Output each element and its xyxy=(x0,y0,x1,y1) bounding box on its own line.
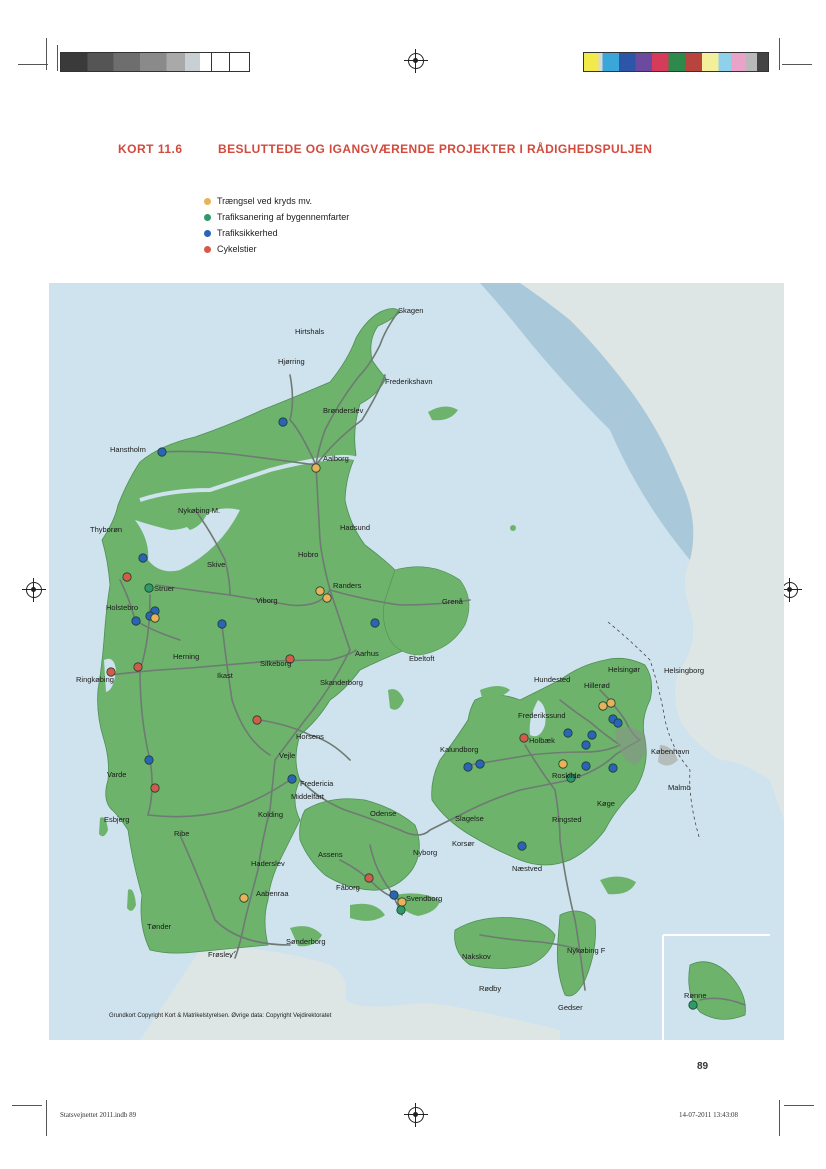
project-dot-safety xyxy=(588,731,596,739)
project-dot-traffic-calming xyxy=(397,906,405,914)
legend-label: Cykelstier xyxy=(217,244,257,254)
place-label: Ribe xyxy=(174,829,190,838)
place-label: Vejle xyxy=(279,751,296,760)
place-label: Haderslev xyxy=(251,859,285,868)
place-label: Sønderborg xyxy=(286,937,326,946)
project-dot-congestion xyxy=(559,760,567,768)
project-dot-congestion xyxy=(599,702,607,710)
footer-timestamp: 14-07-2011 13:43:08 xyxy=(679,1111,739,1119)
place-label: Rønne xyxy=(684,991,707,1000)
place-label: Hillerød xyxy=(584,681,610,690)
project-dot-safety xyxy=(158,448,166,456)
place-label: Nykøbing F xyxy=(567,946,606,955)
place-label: Roskilde xyxy=(552,771,581,780)
place-label: Herning xyxy=(173,652,200,661)
project-dot-safety xyxy=(582,741,590,749)
crop-mark xyxy=(46,1100,47,1136)
project-dot-safety xyxy=(476,760,484,768)
place-label: Fåborg xyxy=(336,883,360,892)
project-dot-safety xyxy=(288,775,296,783)
project-dot-cycle-path xyxy=(134,663,142,671)
project-dot-safety xyxy=(464,763,472,771)
place-label: Varde xyxy=(107,770,127,779)
place-label: Ikast xyxy=(217,671,233,680)
place-label: Hirtshals xyxy=(295,327,325,336)
place-label: Frøslev xyxy=(208,950,233,959)
place-label: Silkeborg xyxy=(260,659,292,668)
project-dot-cycle-path xyxy=(123,573,131,581)
project-dot-congestion xyxy=(607,699,615,707)
place-label: Hundested xyxy=(534,675,571,684)
crop-mark xyxy=(12,1105,42,1106)
place-label: Helsingør xyxy=(608,665,641,674)
crop-mark xyxy=(784,1105,814,1106)
project-dot-congestion xyxy=(312,464,320,472)
place-label: Gedser xyxy=(558,1003,583,1012)
registration-mark-icon xyxy=(26,582,42,598)
place-label: Nyborg xyxy=(413,848,438,857)
footer-file-info: Statsvejnettet 2011.indb 89 xyxy=(60,1111,137,1119)
anholt-island xyxy=(510,525,516,531)
place-label: Slagelse xyxy=(455,814,484,823)
project-dot-safety xyxy=(518,842,526,850)
figure-title: BESLUTTEDE OG IGANGVÆRENDE PROJEKTER I RÅDIGHEDSPULJEN xyxy=(218,142,653,156)
project-dot-safety xyxy=(218,620,226,628)
place-label: Hobro xyxy=(298,550,319,559)
legend-label: Trafiksikkerhed xyxy=(217,228,278,238)
project-dot-cycle-path xyxy=(520,734,528,742)
place-label: Hadsund xyxy=(340,523,371,532)
project-dot-traffic-calming xyxy=(145,584,153,592)
legend-item xyxy=(217,228,278,238)
place-label: Frederikssund xyxy=(518,711,566,720)
place-label: Aalborg xyxy=(323,454,349,463)
place-label: Odense xyxy=(370,809,397,818)
legend-item xyxy=(217,196,312,206)
crop-mark xyxy=(46,38,47,70)
place-label: Struer xyxy=(154,584,175,593)
grayscale-calibration-strip xyxy=(60,52,250,72)
project-dot-safety xyxy=(371,619,379,627)
place-label: Horsens xyxy=(296,732,324,741)
place-label: Esbjerg xyxy=(104,815,130,824)
place-label: Hjørring xyxy=(278,357,305,366)
page-number: 89 xyxy=(697,1061,709,1072)
place-label: Rødby xyxy=(479,984,502,993)
place-label: Skanderborg xyxy=(320,678,363,687)
denmark-map xyxy=(49,283,784,1040)
project-dot-congestion xyxy=(151,614,159,622)
place-label: Nykøbing M. xyxy=(178,506,221,515)
project-dot-safety xyxy=(390,891,398,899)
place-label: Randers xyxy=(333,581,362,590)
project-dot-congestion xyxy=(398,898,406,906)
registration-mark-icon xyxy=(782,582,798,598)
place-label: Tønder xyxy=(147,922,172,931)
project-dot-congestion xyxy=(316,587,324,595)
place-label: Næstved xyxy=(512,864,543,873)
place-label: Skive xyxy=(207,560,226,569)
legend-dot-icon xyxy=(204,198,211,205)
legend-dot-icon xyxy=(204,214,211,221)
project-dot-safety xyxy=(145,756,153,764)
place-label: Fredericia xyxy=(300,779,334,788)
project-dot-safety xyxy=(614,719,622,727)
place-label: Assens xyxy=(318,850,343,859)
legend-dot-icon xyxy=(204,246,211,253)
project-dot-safety xyxy=(564,729,572,737)
project-dot-safety xyxy=(132,617,140,625)
place-label: Ringkøbing xyxy=(76,675,114,684)
place-label: Helsingborg xyxy=(664,666,705,675)
crop-mark xyxy=(57,45,58,71)
place-label: Grenå xyxy=(442,597,463,606)
legend-dot-icon xyxy=(204,230,211,237)
place-label: Skagen xyxy=(398,306,424,315)
crop-mark xyxy=(18,64,48,65)
project-dot-safety xyxy=(609,764,617,772)
registration-mark-icon xyxy=(408,53,424,69)
place-label: Thyborøn xyxy=(90,525,123,534)
place-label: Malmö xyxy=(668,783,691,792)
place-label: Kolding xyxy=(258,810,284,819)
project-dot-cycle-path xyxy=(151,784,159,792)
project-dot-safety xyxy=(582,762,590,770)
crop-mark xyxy=(779,1100,780,1136)
place-label: Viborg xyxy=(256,596,278,605)
place-label: Middelfart xyxy=(291,792,324,801)
place-label: Hanstholm xyxy=(110,445,146,454)
place-label: Svendborg xyxy=(406,894,443,903)
place-label: Korsør xyxy=(452,839,475,848)
map-copyright: Grundkort Copyright Kort & Matrikelstyrelsen. Øvrige data: Copyright Vejdirektoratet xyxy=(109,1013,332,1019)
place-label: Brønderslev xyxy=(323,406,364,415)
place-label: Aarhus xyxy=(355,649,379,658)
legend-item xyxy=(217,212,349,222)
place-label: Nakskov xyxy=(462,952,491,961)
place-label: Kalundborg xyxy=(440,745,479,754)
place-label: Ringsted xyxy=(552,815,582,824)
legend-label: Trafiksanering af bygennemfarter xyxy=(217,212,350,222)
project-dot-congestion xyxy=(240,894,248,902)
place-label: Ebeltoft xyxy=(409,654,435,663)
crop-mark xyxy=(782,64,812,65)
place-label: København xyxy=(651,747,690,756)
project-dot-safety xyxy=(139,554,147,562)
legend-label: Trængsel ved kryds mv. xyxy=(217,196,313,206)
figure-number: KORT 11.6 xyxy=(118,142,183,156)
place-label: Køge xyxy=(597,799,615,808)
crop-mark xyxy=(779,38,780,70)
place-label: Holbæk xyxy=(529,736,555,745)
legend-item xyxy=(217,244,257,254)
project-dot-congestion xyxy=(323,594,331,602)
place-label: Holstebro xyxy=(106,603,139,612)
place-label: Aabenraa xyxy=(256,889,289,898)
color-calibration-strip xyxy=(583,52,769,72)
project-dot-cycle-path xyxy=(253,716,261,724)
registration-mark-icon xyxy=(408,1107,424,1123)
project-dot-cycle-path xyxy=(365,874,373,882)
project-dot-traffic-calming xyxy=(689,1001,697,1009)
project-dot-safety xyxy=(279,418,287,426)
place-label: Frederikshavn xyxy=(385,377,433,386)
